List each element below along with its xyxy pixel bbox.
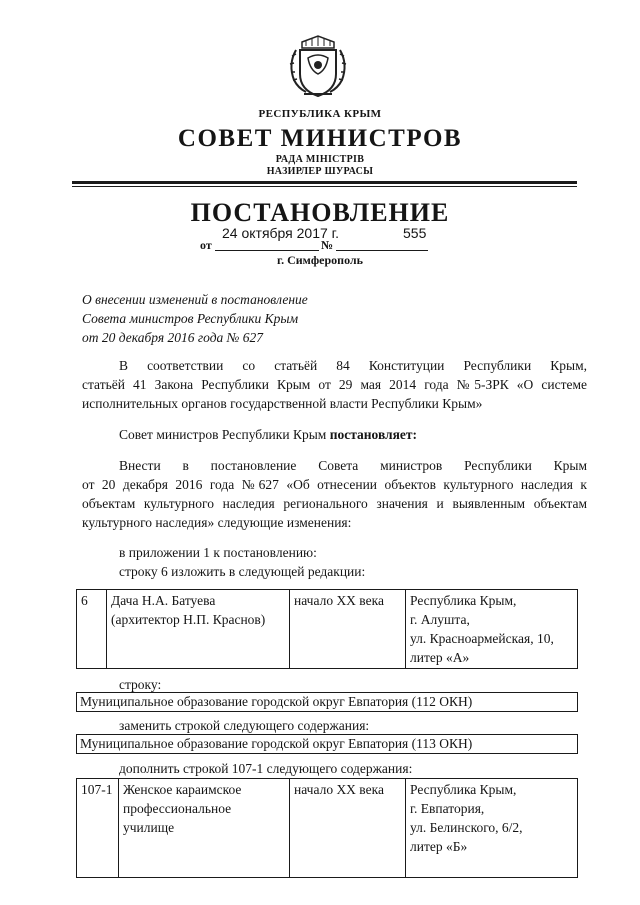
instruction-line: строку 6 изложить в следующей редакции: (119, 564, 366, 579)
header-divider-thick (72, 181, 577, 184)
cell-line: ул. Белинского, 6/2, (410, 820, 523, 835)
document-type-title: ПОСТАНОВЛЕНИЕ (190, 198, 450, 227)
cell-line: г. Алушта, (410, 612, 470, 627)
number-underline (336, 250, 428, 251)
cell-line: Республика Крым, (410, 593, 517, 608)
instruction-line: строку: (119, 677, 162, 692)
date-label: от (200, 238, 212, 252)
cell-period: начало XX века (290, 590, 406, 669)
new-row-box: Муниципальное образование городской округ Евпатория (113 ОКН) (76, 734, 578, 754)
council-title-ukrainian: РАДА МІНІСТРІВ (275, 154, 365, 165)
cell-object-name (107, 590, 290, 669)
republic-name: РЕСПУБЛИКА КРЫМ (258, 108, 382, 120)
cell-line: училище (123, 820, 175, 835)
city-name: г. Симферополь (277, 253, 363, 267)
council-title: СОВЕТ МИНИСТРОВ (177, 125, 463, 152)
table-row (77, 590, 578, 669)
old-row-box: Муниципальное образование городской округ Евпатория (112 ОКН) (76, 692, 578, 712)
paragraph-line: статьёй 41 Закона Республики Крым от 29 мая 2014 года №5-ЗРК «О системе (82, 377, 587, 392)
instruction-line: в приложении 1 к постановлению: (119, 545, 317, 560)
document-subject (82, 290, 308, 347)
instruction-line: заменить строкой следующего содержания: (119, 718, 370, 733)
cell-object-name (119, 779, 290, 878)
cell-line: профессиональное (123, 801, 232, 816)
cell-line: ул. Красноармейская, 10, (410, 631, 554, 646)
resolution-line (119, 425, 587, 444)
header-divider-thin (72, 186, 577, 187)
subject-line: от 20 декабря 2016 года № 627 (82, 330, 263, 345)
cell-number: 107-1 (77, 779, 119, 878)
resolution-text: Совет министров Республики Крым (119, 427, 330, 442)
document-date: 24 октября 2017 г. (222, 225, 339, 241)
number-label: № (321, 238, 334, 252)
table-row (77, 779, 578, 878)
paragraph-line: В соответствии со статьёй 84 Конституции Республики Крым, (119, 358, 587, 373)
document-number: 555 (403, 225, 427, 241)
paragraph-line: от 20 декабря 2016 года №627 «Об отнесении объектов культурного наследия к (82, 477, 587, 492)
table-row-6 (76, 589, 578, 669)
resolution-verb: постановляет: (329, 427, 418, 442)
paragraph-line: исполнительных органов государственной власти Республики Крым» (82, 396, 483, 411)
cell-line: литер «Б» (410, 839, 468, 854)
paragraph-line: культурного наследия» следующие изменения: (82, 515, 352, 530)
cell-line: Женское караимское (123, 782, 242, 797)
table-row-107-1 (76, 778, 578, 878)
subject-line: Совета министров Республики Крым (82, 311, 299, 326)
cell-address (406, 779, 578, 878)
cell-line: г. Евпатория, (410, 801, 485, 816)
paragraph-line: Внести в постановление Совета министров Республики Крым (119, 458, 587, 473)
instruction-line: дополнить строкой 107-1 следующего содержания: (119, 761, 413, 776)
cell-line: Дача Н.А. Батуева (111, 593, 216, 608)
cell-line: Республика Крым, (410, 782, 517, 797)
cell-number: 6 (77, 590, 107, 669)
cell-line: литер «А» (410, 650, 470, 665)
cell-period: начало XX века (290, 779, 406, 878)
cell-address (406, 590, 578, 669)
cell-line: (архитектор Н.П. Краснов) (111, 612, 266, 627)
subject-line: О внесении изменений в постановление (82, 292, 308, 307)
coat-of-arms-emblem (282, 34, 354, 100)
council-title-crimean-tatar: НАЗИРЛЕР ШУРАСЫ (266, 166, 374, 177)
date-underline (215, 250, 319, 251)
paragraph-line: объектам культурного наследия регионального значения и выявленным объектам (82, 496, 587, 511)
